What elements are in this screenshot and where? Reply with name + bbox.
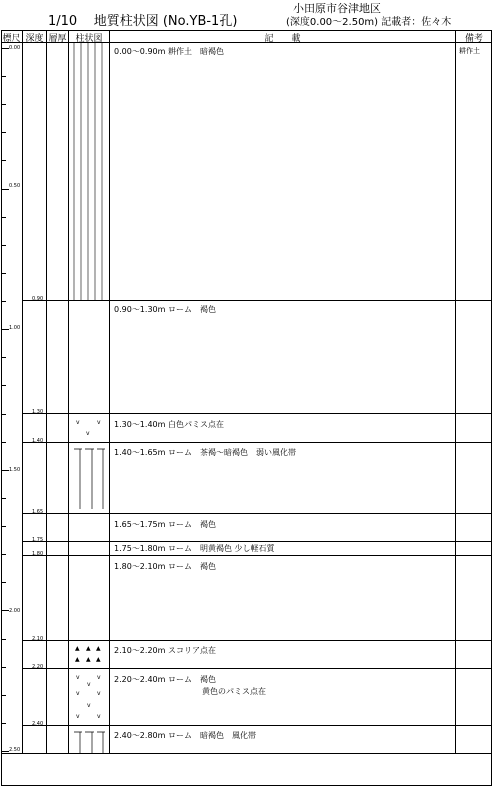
scale-tick: [1, 526, 6, 527]
depth-label: 0.90: [32, 296, 44, 302]
pumice-symbol: v: [97, 674, 101, 681]
location-name: 小田原市谷津地区: [293, 2, 381, 15]
scoria-symbol: ▲: [75, 645, 80, 652]
layer-description: 1.40～1.65m ローム 茶褐～暗褐色 弱い風化帯: [114, 448, 296, 457]
scale-tick: [1, 301, 6, 302]
scoria-symbol: ▲: [96, 656, 101, 663]
scale-tick: [1, 48, 9, 49]
pumice-symbol: v: [97, 690, 101, 697]
scale-tick: [1, 217, 6, 218]
scoria-symbol: ▲: [86, 645, 91, 652]
col-header-scale: 標尺: [2, 34, 21, 44]
col-divider-column: [109, 30, 110, 754]
pumice-symbol: v: [76, 713, 80, 720]
scale-tick: [1, 160, 6, 161]
scale-tick: [1, 76, 6, 77]
layer-description: 黄色のパミス点在: [202, 687, 266, 696]
scale-tick: [1, 189, 9, 190]
scale-tick: [1, 695, 6, 696]
col-divider-depth: [46, 30, 47, 754]
scale-tick: [1, 104, 6, 105]
layer-description: 1.65～1.75m ローム 褐色: [114, 520, 216, 529]
depth-label: 2.10: [32, 636, 44, 642]
layer-boundary-2.10: [22, 640, 492, 641]
pumice-symbol: v: [76, 690, 80, 697]
layer-description: 1.80～2.10m ローム 褐色: [114, 562, 216, 571]
scale-tick: [1, 470, 9, 471]
pumice-symbol: v: [76, 674, 80, 681]
layer-boundary-1.75: [22, 541, 492, 542]
depth-label: 1.40: [32, 438, 44, 444]
pumice-symbol: v: [76, 419, 80, 426]
pumice-symbol: v: [87, 681, 91, 688]
scoria-symbol: ▲: [96, 645, 101, 652]
layer-description: 2.20～2.40m ローム 褐色: [114, 675, 216, 684]
layer-boundary-2.20: [22, 668, 492, 669]
depth-label: 1.75: [32, 537, 44, 543]
pumice-symbol: v: [97, 419, 101, 426]
depth-label: 1.80: [32, 551, 44, 557]
col-divider-remarks: [455, 30, 456, 754]
pattern-weathered-zone: [69, 443, 109, 513]
remark-text: 耕作土: [459, 47, 480, 55]
pumice-symbol: v: [97, 713, 101, 720]
scale-label: 2.50: [9, 747, 21, 753]
pattern-topsoil: [69, 43, 109, 300]
scale-tick: [1, 245, 6, 246]
scale-tick: [1, 132, 6, 133]
scale-tick: [1, 498, 6, 499]
depth-label: 2.20: [32, 664, 44, 670]
log-bottom-line: [1, 753, 492, 754]
scale-tick: [1, 554, 6, 555]
pumice-symbol: v: [87, 702, 91, 709]
scale-label: 1.00: [9, 325, 21, 331]
col-header-thickness: 層厚: [48, 34, 67, 44]
depth-label: 2.40: [32, 721, 44, 727]
layer-description: 0.00～0.90m 耕作土 暗褐色: [114, 47, 224, 56]
scale-label: 1.50: [9, 467, 21, 473]
scale-tick: [1, 610, 9, 611]
scale-tick: [1, 357, 6, 358]
col-header-column: 柱状図: [75, 34, 103, 44]
scale-tick: [1, 414, 6, 415]
scale-label: 0.00: [9, 45, 21, 51]
col-header-depth: 深度: [25, 34, 44, 44]
scale-tick: [1, 723, 6, 724]
scoria-symbol: ▲: [75, 656, 80, 663]
scale-tick: [1, 639, 6, 640]
layer-description: 2.10～2.20m スコリア点在: [114, 646, 216, 655]
layer-boundary-1.80: [22, 555, 492, 556]
scale-tick: [1, 442, 6, 443]
layer-boundary-0.90: [22, 300, 492, 301]
pattern-weathered-zone: [69, 726, 109, 753]
scale-tick: [1, 582, 6, 583]
scale-label: 0.50: [9, 183, 21, 189]
depth-label: 1.65: [32, 509, 44, 515]
layer-description: 0.90～1.30m ローム 褐色: [114, 305, 216, 314]
layer-boundary-1.65: [22, 513, 492, 514]
layer-description: 1.75～1.80m ローム 明黄褐色 少し軽石質: [114, 544, 275, 553]
layer-boundary-1.30: [22, 413, 492, 414]
depth-range-author: (深度0.00～2.50m) 記載者：佐々木: [286, 17, 452, 28]
col-divider-scale: [22, 30, 23, 754]
scale-label: 2.00: [9, 608, 21, 614]
scale-tick: [1, 751, 9, 752]
pumice-symbol: v: [86, 430, 90, 437]
col-header-description: 記 載: [264, 34, 301, 44]
scale-tick: [1, 329, 9, 330]
layer-description: 1.30～1.40m 白色パミス点在: [114, 420, 224, 429]
chart-title: 1/10 地質柱状図 (No.YB-1孔): [48, 14, 238, 29]
scale-tick: [1, 273, 6, 274]
depth-label: 1.30: [32, 409, 44, 415]
scoria-symbol: ▲: [86, 656, 91, 663]
layer-description: 2.40～2.80m ローム 暗褐色 風化帯: [114, 731, 256, 740]
scale-tick: [1, 667, 6, 668]
col-header-remarks: 備考: [464, 34, 483, 44]
scale-tick: [1, 385, 6, 386]
